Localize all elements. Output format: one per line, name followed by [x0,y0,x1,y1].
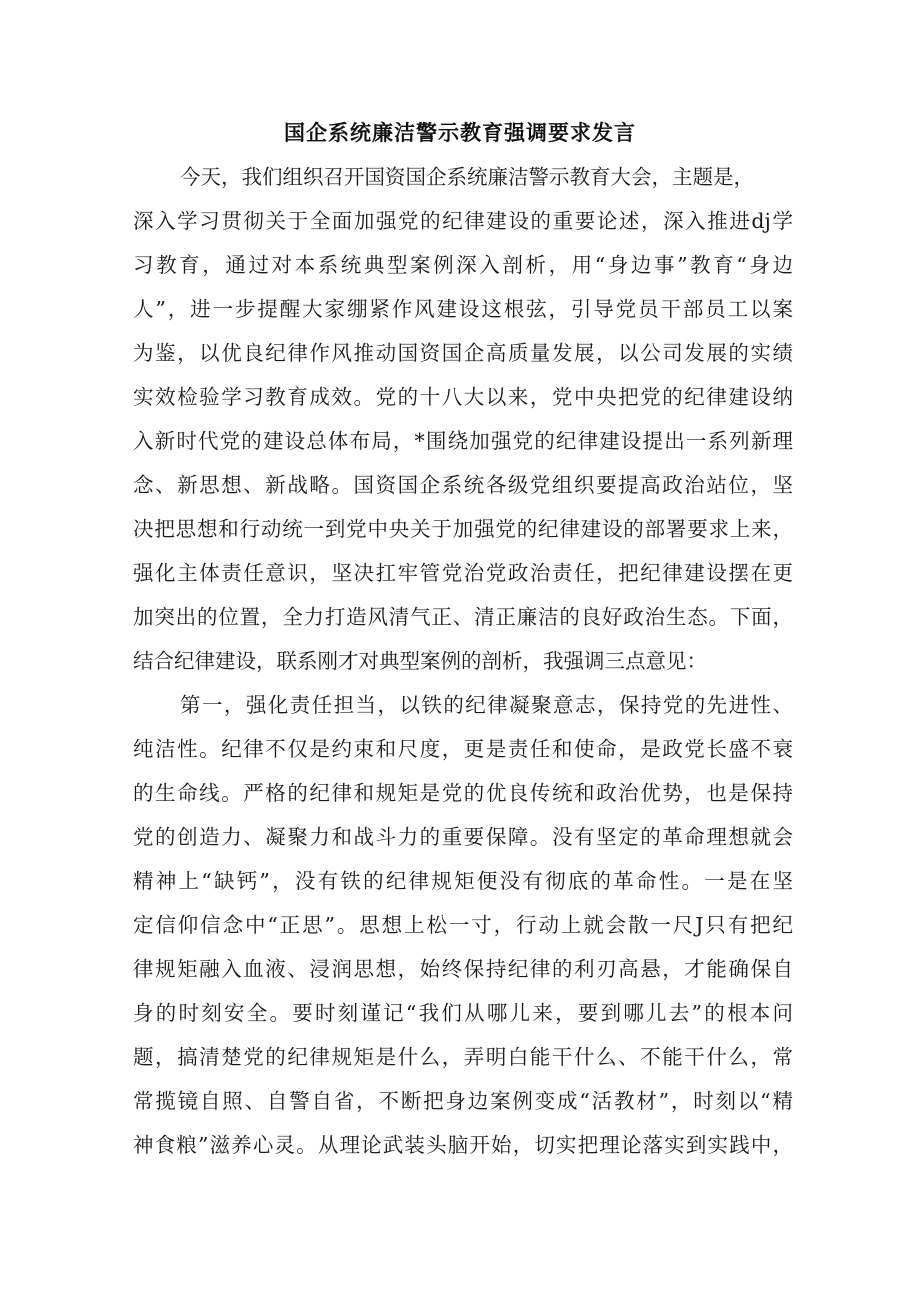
paragraph-line: 精神上“缺钙”，没有铁的纪律规矩便没有彻底的革命性。一是在坚 [133,869,793,893]
paragraph-line: 深入学习贯彻关于全面加强党的纪律建设的重要论述，深入推进dj学 [133,209,793,233]
paragraph-line: 身的时刻安全。要时刻谨记“我们从哪儿来，要到哪儿去”的根本问 [133,1001,793,1025]
paragraph-line: 为鉴，以优良纪律作风推动国资国企高质量发展，以公司发展的实绩 [133,341,793,365]
paragraph-line: 常揽镜自照、自警自省，不断把身边案例变成“活教材”，时刻以“精 [133,1089,793,1113]
paragraph-line: 定信仰信念中“正思”。思想上松一寸，行动上就会散一尺J只有把纪 [133,913,793,937]
paragraph-line: 律规矩融入血液、浸润思想，始终保持纪律的利刃高悬，才能确保自 [133,957,793,981]
paragraph-line: 结合纪律建设，联系刚才对典型案例的剖析，我强调三点意见： [133,649,707,673]
paragraph-line: 决把思想和行动统一到党中央关于加强党的纪律建设的部署要求上来， [133,517,793,541]
document-title: 国企系统廉洁警示教育强调要求发言 [284,120,636,145]
paragraph-line: 习教育，通过对本系统典型案例深入剖析，用“身边事”教育“身边 [133,253,793,277]
paragraph-line: 纯洁性。纪律不仅是约束和尺度，更是责任和使命，是政党长盛不衰 [133,737,793,761]
paragraph-line: 的生命线。严格的纪律和规矩是党的优良传统和政治优势，也是保持 [133,781,793,805]
paragraph-line: 今天，我们组织召开国资国企系统廉洁警示教育大会，主题是， [180,165,754,189]
paragraph-line: 神食粮”滋养心灵。从理论武装头脑开始，切实把理论落实到实践中， [133,1133,793,1157]
paragraph-line: 题，搞清楚党的纪律规矩是什么，弄明白能干什么、不能干什么，常 [133,1045,793,1069]
paragraph-line: 实效检验学习教育成效。党的十八大以来，党中央把党的纪律建设纳 [133,385,793,409]
paragraph-line: 第一，强化责任担当，以铁的纪律凝聚意志，保持党的先进性、 [180,693,793,717]
paragraph-line: 人”，进一步提醒大家绷紧作风建设这根弦，引导党员干部员工以案 [133,297,793,321]
paragraph-line: 加突出的位置，全力打造风清气正、清正廉洁的良好政治生态。下面， [133,605,793,629]
paragraph-line: 念、新思想、新战略。国资国企系统各级党组织要提高政治站位，坚 [133,473,793,497]
paragraph-line: 党的创造力、凝聚力和战斗力的重要保障。没有坚定的革命理想就会 [133,825,793,849]
paragraph-line: 强化主体责任意识，坚决扛牢管党治党政治责任，把纪律建设摆在更 [133,561,793,585]
paragraph-line: 入新时代党的建设总体布局，*围绕加强党的纪律建设提出一系列新理 [133,429,793,453]
